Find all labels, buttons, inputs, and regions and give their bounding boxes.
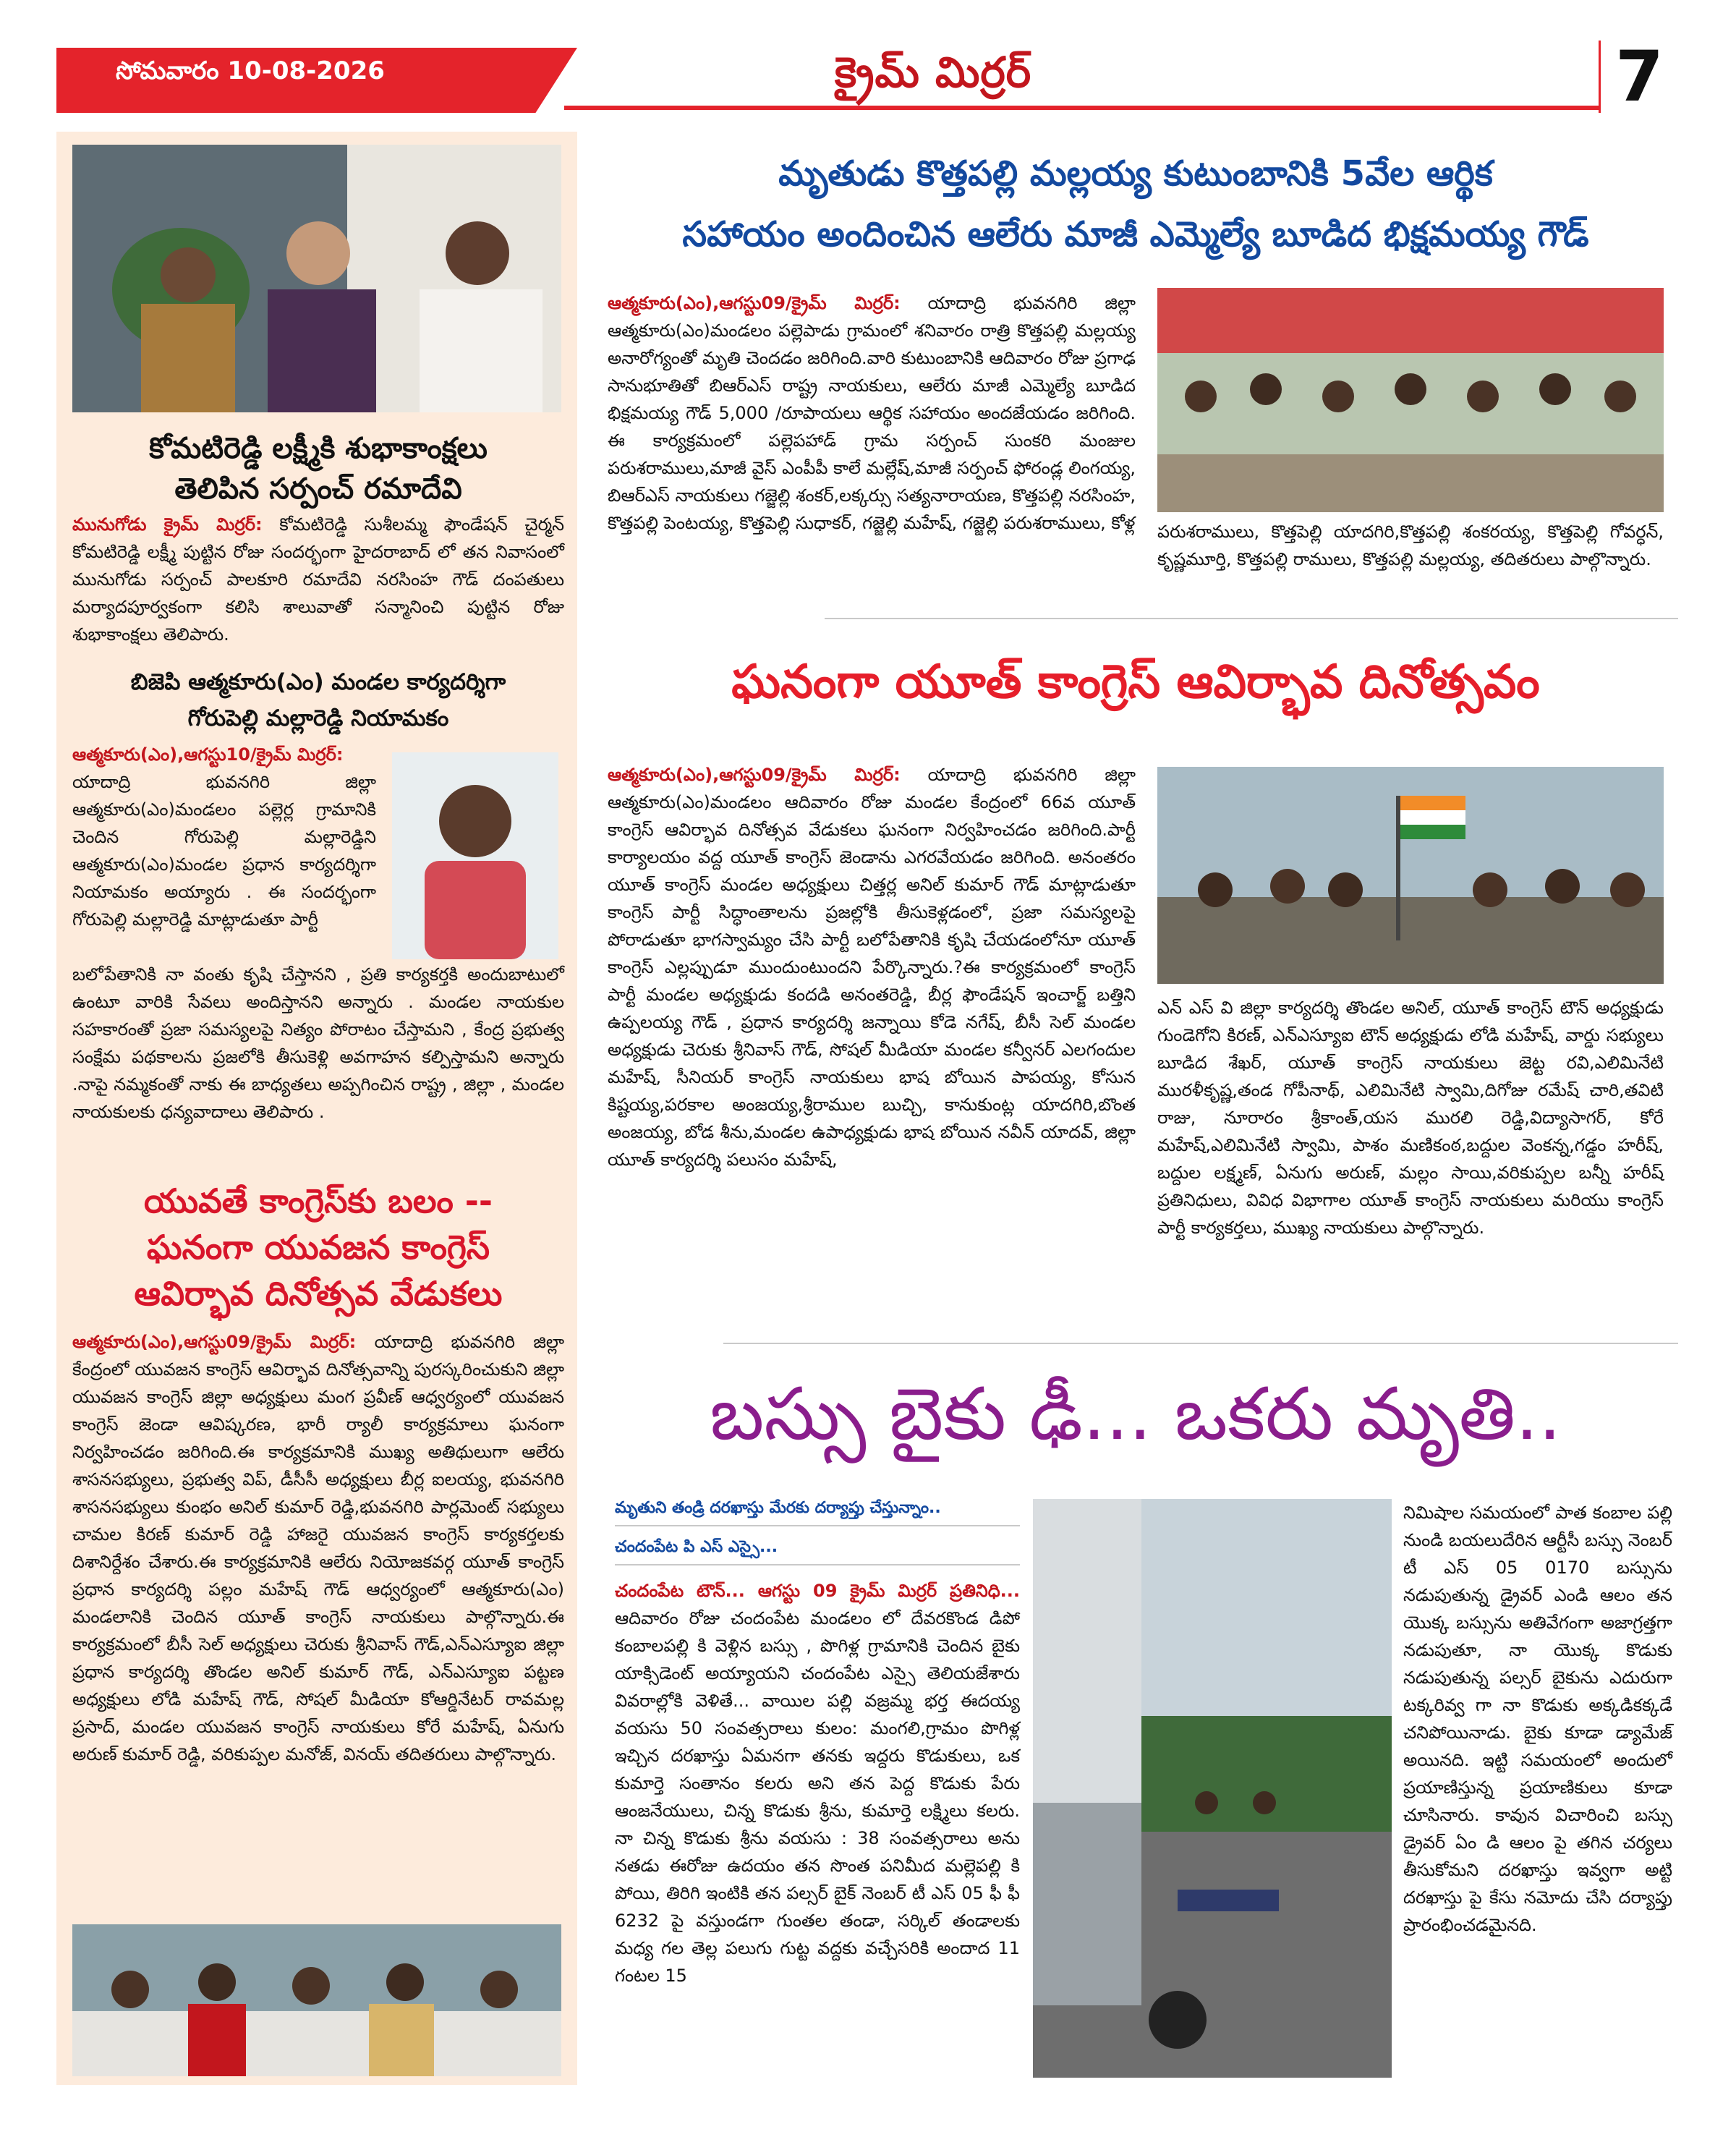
story5-dateline: ఆత్మకూరు(ఎం),ఆగస్టు09/క్రైమ్ మిర్రర్: xyxy=(608,765,901,785)
story6-headline: బస్సు బైకు ఢీ... ఒకరు మృతి.. xyxy=(710,1372,1562,1456)
condolence-photo xyxy=(1157,288,1664,512)
story1-body-text: కోమటిరెడ్డి సుశీలమ్మ ఫౌండేషన్ చైర్మన్ కోమటిరెడ్డి లక్ష్మీ పుట్టిన రోజు సందర్భంగా హైదరాబాద్ లో తన నివాసంలో మునుగోడు సర్పంచ్ పాలకూరి రమాదేవి నరసింహ గౌడ్ దంపతులు మర్యాదపూర్వకంగా కలిసి శాలువాతో సన్మానించి పుట్టిన రోజు శుభాకాంక్షలు తెలిపారు. xyxy=(72,514,564,645)
accident-illustration xyxy=(1033,1499,1392,2078)
story3-dateline: ఆత్మకూరు(ఎం),ఆగస్టు09/క్రైమ్ మిర్రర్: xyxy=(72,1332,357,1352)
story1-headline-line2: తెలిపిన సర్పంచ్ రమాదేవి xyxy=(174,472,462,506)
story3-body-text: యాదాద్రి భువనగిరి జిల్లా కేంద్రంలో యువజన కాంగ్రెస్ ఆవిర్భావ దినోత్సవాన్ని పురస్కరించుకుని జిల్లా యువజన కాంగ్రెస్ జిల్లా అధ్యక్షులు మంగ ప్రవీణ్ ఆధ్వర్యంలో యువజన కాంగ్రెస్ జెండా ఆవిష్కరణ, భారీ ర్యాలీ కార్యక్రమాలు ఘనంగా నిర్వహించడం జరిగింది.ఈ కార్యక్రమానికి ముఖ్య అతిథులుగా ఆలేరు శాసనసభ్యులు, ప్రభుత్వ విప్, డీసీసీ అధ్యక్షులు బీర్ల ఐలయ్య, భువనగిరి శాసనసభ్యులు కుంభం అనిల్ కుమార్ రెడ్డి,భువనగిరి పార్లమెంట్ సభ్యులు చామల కిరణ్ కుమార్ రెడ్డి హాజరై యువజన కాంగ్రెస్ కార్యకర్తలకు దిశానిర్దేశం చేశారు.ఈ కార్యక్రమానికి ఆలేరు నియోజకవర్గ యూత్ కాంగ్రెస్ ప్రధాన కార్యదర్శి పల్లం మహేష్ గౌడ్ ఆధ్వర్యంలో ఆత్మకూరు(ఎం) మండలానికి చెందిన యూత్ కాంగ్రెస్ నాయకులు పాల్గొన్నారు.ఈ కార్యక్రమంలో బీసీ సెల్ అధ్యక్షులు చెరుకు శ్రీనివాస్ గౌడ్,ఎన్ఎస్యూఐ జిల్లా ప్రధాన కార్యదర్శి తొండల అనిల్ కుమార్ గౌడ్, ఎన్ఎస్యూఐ పట్టణ అధ్యక్షులు లోడి మహేష్ గౌడ్, సోషల్ మీడియా కోఆర్డినేటర్ రావమల్ల ప్రసాద్, మండల యువజన కాంగ్రెస్ నాయకులు కోరే మహేష్, ఏనుగు అరుణ్ కుమార్ రెడ్డి, వరికుప్పల మనోజ్, వినయ్ తదితరులు పాల్గొన్నారు. xyxy=(72,1332,564,1764)
divider-1 xyxy=(825,618,1678,619)
story4-headline-line2: సహాయం అందించిన ఆలేరు మాజీ ఎమ్మెల్యే బూడిద భిక్షమయ్య గౌడ్ xyxy=(682,214,1589,255)
story5-body-cont: ఎన్ ఎస్ వి జిల్లా కార్యదర్శి తొండల అనిల్, యూత్ కాంగ్రెస్ టౌన్ అధ్యక్షుడు గుండెగోని కిరణ్, ఎన్ఎస్యూఐ టౌన్ అధ్యక్షుడు లోడి మహేష్, వార్డు సభ్యులు బూడిద శేఖర్, యూత్ కాంగ్రెస్ నాయకులు జెట్ట రవి,ఎలిమినేటి మురళీకృష్ణ,తండ గోపీనాథ్, ఎలిమినేటి స్వామి,దిగోజు రమేష్ చారి,తవిటి రాజు, నూరారం శ్రీకాంత్,యస మురలి రెడ్డి,విద్యాసాగర్, కోరే మహేష్,ఎలిమినేటి స్వామి, పాశం మణికంఠ,బద్దుల వెంకన్న,గడ్డం హరీష్, బద్దుల లక్ష్మణ్, ఏనుగు అరుణ్, మల్లం సాయి,వరికుప్పల బన్నీ హరీష్ ప్రతినిధులు, వివిధ విభాగాల యూత్ కాంగ్రెస్ నాయకులు మరియు కాంగ్రెస్ పార్టీ కార్యకర్తలు, ముఖ్య నాయకులు పాల్గొన్నారు. xyxy=(1157,998,1664,1238)
accident-photo xyxy=(1033,1499,1392,2078)
story2-headline-line2: గోరుపెల్లి మల్లారెడ్డి నియామకం xyxy=(187,705,449,731)
story6-body-text: ఆదివారం రోజు చందంపేట మండలం లో దేవరకొండ డిపో కంబాలపల్లి కి వెళ్లిన బస్సు , పొగిళ్ల గ్రామానికి చెందిన బైకు యాక్సిడెంట్ అయ్యాయని చందంపేట ఎస్సై తెలియజేశారు వివరాల్లోకి వెళితే... వాయిల పల్లి వజ్రమ్మ భర్త ఈదయ్య వయసు 50 సంవత్సరాలు కులం: మంగలి,గ్రామం పొగిళ్ల ఇచ్చిన దరఖాస్తు ఏమనగా తనకు ఇద్దరు కొడుకులు, ఒక కుమార్తె సంతానం కలరు అని తన పెద్ద కొడుకు పేరు ఆంజనేయులు, చిన్న కొడుకు శ్రీను, కుమార్తె లక్ష్మిలు కలరు. నా చిన్న కొడుకు శ్రీను వయసు : 38 సంవత్సరాలు అను నతడు ఈరోజు ఉదయం తన సొంత పనిమీద మల్లెపల్లి కి పోయి, తిరిగి ఇంటికి తన పల్సర్ బైక్ నెంబర్ టీ ఎస్ 05 ఫీ ఫీ 6232 పై వస్తుండగా గుంతల తండా, సర్కిల్ తండాలకు మధ్య గల తెల్ల పలుగు గుట్ట వద్దకు వచ్చేసరికి అందాద 11 గంటల 15 xyxy=(615,1608,1020,1986)
story4-body-text: యాదాద్రి భువనగిరి జిల్లా ఆత్మకూరు(ఎం)మండలం పల్లెపాడు గ్రామంలో శనివారం రాత్రి కొత్తపల్లి మల్లయ్య అనారోగ్యంతో మృతి చెందడం జరిగింది.వారి కుటుంబానికి ఆదివారం రోజు ప్రగాఢ సానుభూతితో బిఆర్ఎస్ రాష్ట్ర నాయకులు, ఆలేరు మాజీ ఎమ్మెల్యే బూడిద భిక్షమయ్య గౌడ్ 5,000 /రూపాయలు ఆర్థిక సహాయం అందజేయడం జరిగింది. ఈ కార్యక్రమంలో పల్లెపహాడ్ గ్రామ సర్పంచ్ సుంకరి మంజుల పరుశరాములు,మాజీ వైస్ ఎంపీపీ కాలే మల్లేష్,మాజీ సర్పంచ్ ఫోరండ్ల లింగయ్య, బిఆర్ఎస్ నాయకులు గజ్జెల్లి శంకర్,లక్కర్సు సత్యనారాయణ, కొత్తపల్లి నరసింహ, కొత్తపల్లి పెంటయ్య, కొత్తపెల్లి సుధాకర్, గజ్జెల్లి మహేష్, గజ్జెల్లి పరుశరాములు, కోళ్ల xyxy=(608,293,1136,533)
story6-subhead2: చందంపేట పి ఎస్ ఎస్సై... xyxy=(615,1538,778,1556)
story3-body xyxy=(72,1328,564,1768)
story1-headline xyxy=(65,428,571,509)
story4-dateline: ఆత్మకూరు(ఎం),ఆగస్టు09/క్రైమ్ మిర్రర్: xyxy=(608,293,901,313)
story4-body xyxy=(608,289,1136,537)
flag-crowd-illustration xyxy=(1157,767,1664,984)
divider-4 xyxy=(615,1564,1020,1565)
story1-headline-line1: కోమటిరెడ్డి లక్ష్మీకి శుభాకాంక్షలు xyxy=(149,432,488,465)
story4-headline xyxy=(593,143,1678,265)
story5-body-text: యాదాద్రి భువనగిరి జిల్లా ఆత్మకూరు(ఎం)మండలం ఆదివారం రోజు మండల కేంద్రంలో 66వ యూత్ కాంగ్రెస్ ఆవిర్భావ దినోత్సవ వేడుకలు ఘనంగా నిర్వహించడం జరిగింది.పార్టీ కార్యాలయం వద్ద యూత్ కాంగ్రెస్ జెండాను ఎగరవేయడం జరిగింది. అనంతరం యూత్ కాంగ్రెస్ మండల అధ్యక్షులు చిత్తర్ల అనిల్ కుమార్ గౌడ్ మాట్లాడుతూ కాంగ్రెస్ పార్టీ సిద్ధాంతాలను ప్రజల్లోకి తీసుకెళ్లడంలో, ప్రజా సమస్యలపై పోరాడుతూ భాగస్వామ్యం చేసి పార్టీ బలోపేతానికి కృషి చేయడంలోనూ యూత్ కాంగ్రెస్ ఎల్లప్పుడూ ముందుంటుందని పేర్కొన్నారు.?ఈ కార్యక్రమంలో కాంగ్రెస్ పార్టీ మండల అధ్యక్షుడు కందడి అనంతరెడ్డి, బీర్ల ఫౌండేషన్ ఇంచార్జ్ బత్తిని ఉప్పలయ్య గౌడ్ , ప్రధాన కార్యదర్శి జన్నాయి కోడె నగేష్, బీసీ సెల్ మండల అధ్యక్షుడు చెరుకు శ్రీనివాస్ గౌడ్, సోషల్ మీడియా మండల కన్వీనర్ ఎలగందుల మహేష్, సీనియర్ కాంగ్రెస్ నాయకులు భాష బోయిన పాపయ్య, కోసున కిష్టయ్య,పరకాల అంజయ్య,శ్రీరాముల బుచ్చి, కానుకుంట్ల యాదగిరి,బొంత అంజయ్య, బోడ శీను,మండల ఉపాధ్యక్షుడు భాష బోయిన నవీన్ యాదవ్, జిల్లా యూత్ కార్యదర్శి పలుసం మహేష్, xyxy=(608,765,1136,1170)
story3-headline-line3: ఆవిర్భావ దినోత్సవ వేడుకలు xyxy=(134,1274,503,1313)
story2-headline xyxy=(65,664,571,736)
story6-body-cont: నిమిషాల సమయంలో పాత కంబాల పల్లి నుండి బయలుదేరిన ఆర్టీసీ బస్సు నెంబర్ టీ ఎస్ 05 0170 బస్సును నడుపుతున్న డ్రైవర్ ఎండి ఆలం తన యొక్క బస్సును అతివేగంగా అజాగ్రత్తగా నడుపుతూ, నా యొక్క కొడుకు నడుపుతున్న పల్సర్ బైకును ఎదురుగా టక్కరివ్వ గా నా కొడుకు అక్కడికక్కడే చనిపోయినాడు. బైకు కూడా డ్యామేజ్ అయినది. ఇట్టి సమయంలో అందులో ప్రయాణిస్తున్న ప్రయాణికులు కూడా చూసినారు. కావున విచారించి బస్సు డ్రైవర్ ఏం డి ఆలం పై తగిన చర్యలు తీసుకోమని దరఖాస్తు ఇవ్వగా అట్టి దరఖాస్తు పై కేసు నమోదు చేసి దర్యాప్తు ప్రారంభించడమైనది. xyxy=(1403,1503,1672,1935)
story2-body-wide: బలోపేతానికి నా వంతు కృషి చేస్తానని , ప్రతి కార్యకర్తకి అందుబాటులో ఉంటూ వారికి సేవలు అందిస్తానని అన్నారు . మండల నాయకుల సహకారంతో ప్రజా సమస్యలపై నిత్యం పోరాటం చేస్తామని , కేంద్ర ప్రభుత్వ సంక్షేమ పథకాలను ప్రజలోకి తీసుకెళ్లి అవగాహన కల్పిస్తామని అన్నారు .నాపై నమ్మకంతో నాకు ఈ బాధ్యతలు అప్పగించిన రాష్ట్ర , జిల్లా , మండల నాయకులకు ధన్యవాదాలు తెలిపారు . xyxy=(72,964,564,1122)
portrait-illustration xyxy=(392,752,558,959)
youth-congress-photo xyxy=(72,1924,561,2076)
story1-body xyxy=(72,511,564,648)
story2-headline-line1: బిజెపి ఆత్మకూరు(ఎం) మండల కార్యదర్శిగా xyxy=(130,669,506,695)
story4-headline-line1: మృతుడు కొత్తపల్లి మల్లయ్య కుటుంబానికి 5వేల ఆర్థిక xyxy=(778,153,1493,194)
story2-body-narrow: యాదాద్రి భువనగిరి జిల్లా ఆత్మకూరు(ఎం)మండలం పల్లెర్ల గ్రామానికి చెందిన గోరుపెల్లి మల్లారెడ్డిని ఆత్మకూరు(ఎం)మండల ప్రధాన కార్యదర్శిగా నియామకం అయ్యారు . ఈ సందర్భంగా గోరుపెల్లి మల్లారెడ్డి మాట్లాడుతూ పార్టీ xyxy=(72,772,376,930)
portrait-photo xyxy=(392,752,558,959)
story3-headline xyxy=(65,1178,571,1317)
birthday-greeting-photo xyxy=(72,145,561,412)
divider-2 xyxy=(723,1343,1678,1344)
divider-3 xyxy=(615,1525,1020,1526)
masthead-logo: క్రైమ్ మిర్రర్ xyxy=(834,48,1032,97)
issue-date: సోమవారం 10-08-2026 xyxy=(116,56,385,85)
story6-dateline: చందంపేట టౌన్... ఆగస్టు 09 క్రైమ్ మిర్రర్ ప్రతినిధి... xyxy=(615,1581,1020,1601)
story3-headline-line1: యువతే కాంగ్రెస్‌కు బలం -- xyxy=(144,1181,493,1220)
story6-body xyxy=(615,1577,1020,1989)
people-illustration xyxy=(72,145,561,412)
flag-hoisting-photo xyxy=(1157,767,1664,984)
story4-body-cont: పరుశరాములు, కొత్తపెల్లి యాదగిరి,కొత్తపల్లి శంకరయ్య, కొత్తపెల్లి గోవర్ధన్, కృష్ణమూర్తి, కొత్తపల్లి రాములు, కొత్తపల్లి మల్లయ్య, తదితరులు పాల్గొన్నారు. xyxy=(1157,522,1664,569)
story6-subhead1: మృతుని తండ్రి దరఖాస్తు మేరకు దర్యాప్తు చేస్తున్నాం.. xyxy=(615,1499,941,1517)
gathering-illustration xyxy=(1157,288,1664,512)
story1-dateline: మునుగోడు క్రైమ్ మిర్రర్: xyxy=(72,514,263,535)
story5-headline: ఘనంగా యూత్ కాంగ్రెస్ ఆవిర్భావ దినోత్సవం xyxy=(731,655,1540,709)
story2-dateline: ఆత్మకూరు(ఎం),ఆగస్టు10/క్రైమ్ మిర్రర్: xyxy=(72,744,344,765)
page-number: 7 xyxy=(1599,41,1678,113)
story5-body xyxy=(608,761,1136,1173)
crowd-illustration xyxy=(72,1924,561,2076)
story3-headline-line2: ఘనంగా యువజన కాంగ్రెస్ xyxy=(146,1228,490,1267)
header-rule xyxy=(564,106,1678,110)
